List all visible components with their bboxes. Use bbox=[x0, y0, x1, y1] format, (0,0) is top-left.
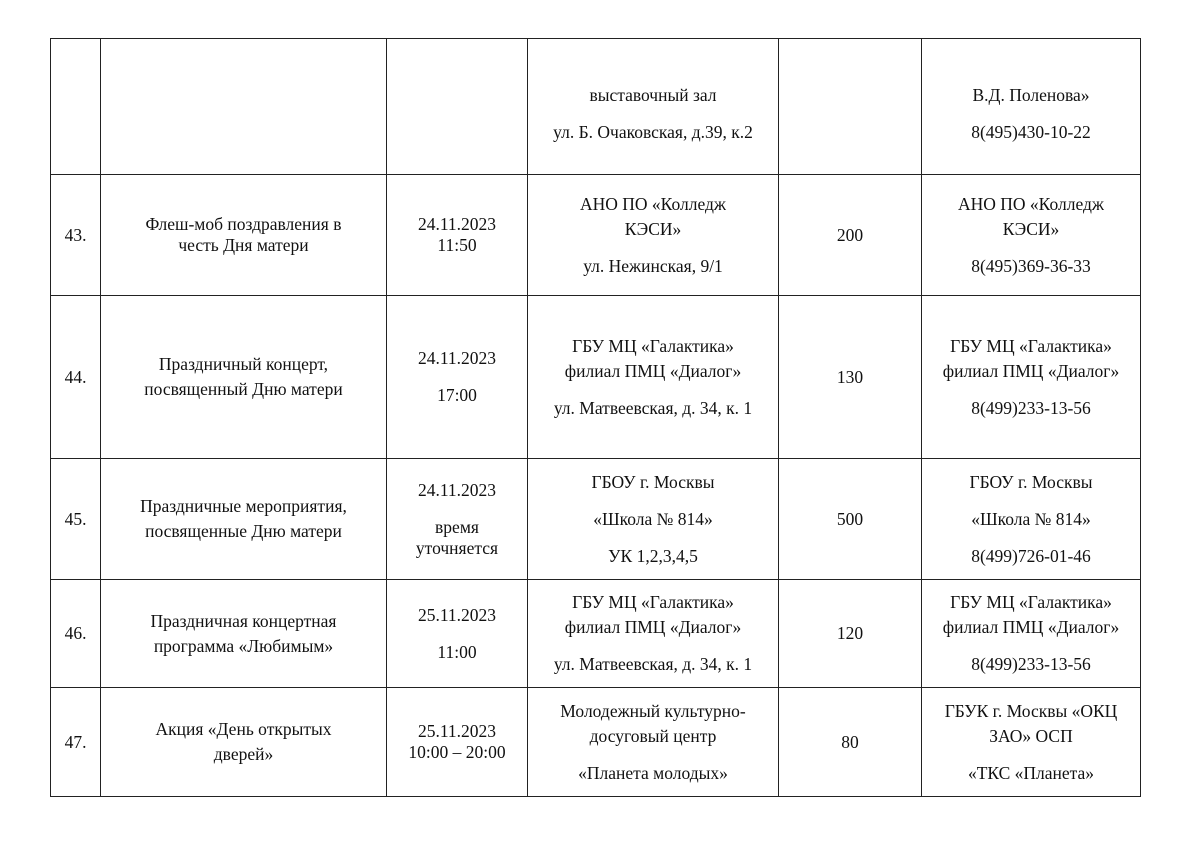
organizer-line: филиал ПМЦ «Диалог» bbox=[942, 360, 1120, 381]
organizer-line: ГБУ МЦ «Галактика» bbox=[950, 592, 1112, 612]
row-number: 43. bbox=[51, 175, 101, 296]
organizer-line: «ТКС «Планета» bbox=[967, 762, 1095, 783]
venue-line: КЭСИ» bbox=[624, 218, 682, 239]
venue-line: Молодежный культурно- bbox=[560, 700, 746, 721]
event-organizer bbox=[922, 459, 1141, 580]
venue-line: ул. Б. Очаковская, д.39, к.2 bbox=[553, 121, 753, 142]
organizer-line: КЭСИ» bbox=[1002, 218, 1060, 239]
title-line: Праздничные мероприятия, bbox=[140, 496, 347, 516]
event-organizer bbox=[922, 175, 1141, 296]
date-line: 25.11.2023 bbox=[417, 604, 497, 625]
row-number: 44. bbox=[51, 296, 101, 459]
event-title bbox=[101, 39, 387, 175]
event-title bbox=[101, 688, 387, 797]
event-organizer bbox=[922, 296, 1141, 459]
organizer-line: 8(499)726-01-46 bbox=[971, 545, 1091, 566]
organizer-line: В.Д. Поленова» bbox=[972, 84, 1090, 105]
organizer-line: ЗАО» ОСП bbox=[989, 725, 1073, 746]
date-line: 10:00 – 20:00 bbox=[408, 742, 506, 762]
title-line: Флеш-моб поздравления в bbox=[145, 214, 342, 234]
title-line: Праздничная концертная bbox=[150, 610, 337, 631]
venue-line: ул. Матвеевская, д. 34, к. 1 bbox=[553, 654, 753, 674]
date-line: 24.11.2023 bbox=[417, 348, 497, 368]
venue-line: досуговый центр bbox=[589, 725, 717, 746]
date-line: 25.11.2023 bbox=[417, 721, 497, 741]
venue-line: ГБОУ г. Москвы bbox=[591, 471, 715, 492]
venue-line: выставочный зал bbox=[589, 84, 717, 105]
date-line: 24.11.2023 bbox=[417, 479, 497, 500]
event-title bbox=[101, 580, 387, 688]
participant-count: 120 bbox=[779, 580, 922, 688]
event-organizer bbox=[922, 688, 1141, 797]
organizer-line: ГБУК г. Москвы «ОКЦ bbox=[944, 700, 1118, 721]
participant-count: 500 bbox=[779, 459, 922, 580]
table-row bbox=[51, 175, 1141, 296]
title-line: честь Дня матери bbox=[178, 235, 309, 255]
event-title bbox=[101, 459, 387, 580]
events-table bbox=[50, 38, 1141, 797]
title-line: Праздничный концерт, bbox=[158, 354, 329, 374]
date-line: время bbox=[435, 516, 479, 537]
table-row bbox=[51, 580, 1141, 688]
venue-line: АНО ПО «Колледж bbox=[579, 193, 726, 214]
event-date bbox=[387, 459, 528, 580]
date-line: уточняется bbox=[415, 537, 499, 558]
event-date bbox=[387, 688, 528, 797]
venue-line: ул. Матвеевская, д. 34, к. 1 bbox=[553, 397, 753, 418]
title-line: посвященные Дню матери bbox=[145, 521, 342, 541]
event-date bbox=[387, 580, 528, 688]
table-row bbox=[51, 459, 1141, 580]
event-venue bbox=[528, 296, 779, 459]
organizer-line: филиал ПМЦ «Диалог» bbox=[942, 617, 1120, 637]
event-venue bbox=[528, 39, 779, 175]
venue-line: «Планета молодых» bbox=[578, 762, 728, 783]
venue-line: «Школа № 814» bbox=[593, 508, 713, 529]
event-venue bbox=[528, 580, 779, 688]
organizer-line: 8(495)369-36-33 bbox=[971, 255, 1091, 276]
title-line: дверей» bbox=[213, 744, 274, 764]
table-row bbox=[51, 296, 1141, 459]
participant-count: 200 bbox=[779, 175, 922, 296]
participant-count: 130 bbox=[779, 296, 922, 459]
event-title bbox=[101, 296, 387, 459]
organizer-line: АНО ПО «Колледж bbox=[957, 193, 1104, 214]
participant-count bbox=[779, 39, 922, 175]
title-line: программа «Любимым» bbox=[153, 635, 334, 656]
organizer-line: 8(499)233-13-56 bbox=[971, 654, 1091, 674]
date-line: 17:00 bbox=[437, 385, 477, 405]
venue-line: ГБУ МЦ «Галактика» bbox=[572, 335, 734, 356]
organizer-line: ГБОУ г. Москвы bbox=[969, 471, 1093, 492]
event-date bbox=[387, 39, 528, 175]
title-line: Акция «День открытых bbox=[155, 719, 332, 739]
event-venue bbox=[528, 688, 779, 797]
venue-line: ул. Нежинская, 9/1 bbox=[583, 255, 723, 276]
date-line: 11:00 bbox=[437, 641, 477, 662]
event-venue bbox=[528, 459, 779, 580]
event-date bbox=[387, 296, 528, 459]
venue-line: филиал ПМЦ «Диалог» bbox=[564, 617, 742, 637]
date-line: 11:50 bbox=[437, 235, 477, 255]
date-line: 24.11.2023 bbox=[417, 214, 497, 234]
organizer-line: ГБУ МЦ «Галактика» bbox=[950, 335, 1112, 356]
venue-line: УК 1,2,3,4,5 bbox=[608, 545, 698, 566]
table-row bbox=[51, 688, 1141, 797]
organizer-line: 8(495)430-10-22 bbox=[971, 121, 1091, 142]
event-date bbox=[387, 175, 528, 296]
title-line: посвященный Дню матери bbox=[144, 379, 343, 399]
row-number: 46. bbox=[51, 580, 101, 688]
event-venue bbox=[528, 175, 779, 296]
row-number bbox=[51, 39, 101, 175]
venue-line: ГБУ МЦ «Галактика» bbox=[572, 592, 734, 612]
row-number: 45. bbox=[51, 459, 101, 580]
event-organizer bbox=[922, 580, 1141, 688]
venue-line: филиал ПМЦ «Диалог» bbox=[564, 360, 742, 381]
table-row bbox=[51, 39, 1141, 175]
row-number: 47. bbox=[51, 688, 101, 797]
event-organizer bbox=[922, 39, 1141, 175]
organizer-line: «Школа № 814» bbox=[971, 508, 1091, 529]
event-title bbox=[101, 175, 387, 296]
organizer-line: 8(499)233-13-56 bbox=[971, 397, 1091, 418]
participant-count: 80 bbox=[779, 688, 922, 797]
